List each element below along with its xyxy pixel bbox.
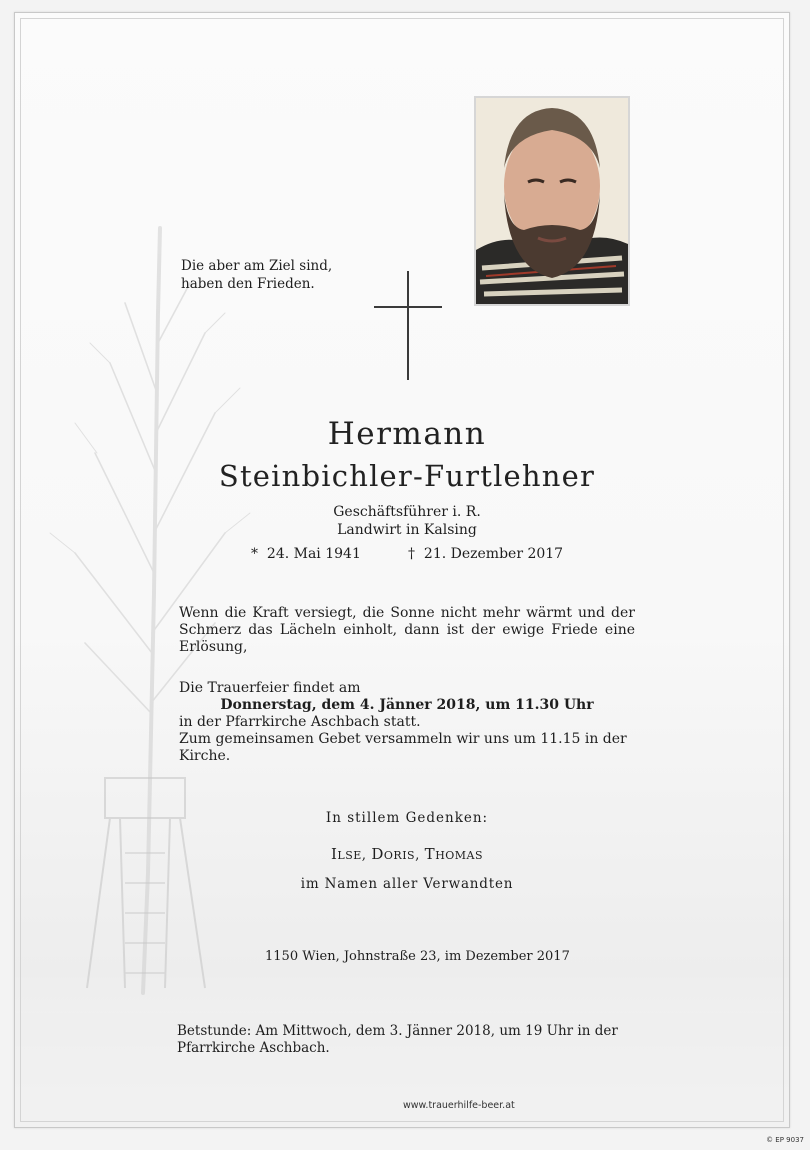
mourning-tail: im Namen aller Verwandten: [300, 876, 514, 892]
birth-symbol: *: [251, 546, 258, 562]
title-line-1: Geschäftsführer i. R.: [333, 504, 481, 520]
birth-date: 24. Mai 1941: [266, 546, 361, 562]
portrait-photo: [474, 96, 630, 306]
funeral-prayer: Zum gemeinsamen Gebet versammeln wir uns um 11.15 in der Kirche.: [179, 731, 627, 764]
mourner-1-rest: LSE: [337, 849, 362, 862]
cross-icon: [407, 271, 409, 380]
quote-line-1: Die aber am Ziel sind,: [181, 258, 333, 274]
funeral-intro: Die Trauerfeier findet am: [179, 680, 361, 696]
place-date: 1150 Wien, Johnstraße 23, im Dezember 2017: [265, 949, 570, 964]
birth-date-line: [251, 546, 361, 562]
quote: [181, 257, 332, 293]
cross-icon-bar: [374, 306, 442, 308]
print-code: © EP 9037: [766, 1136, 804, 1144]
death-date: 21. Dezember 2017: [423, 546, 564, 562]
deceased-titles: [15, 503, 790, 539]
death-symbol: †: [408, 546, 415, 562]
deceased-last-name: Steinbichler-Furtlehner: [218, 459, 596, 493]
mourner-3-initial: T: [424, 845, 436, 863]
website-link[interactable]: www.trauerhilfe-beer.at: [403, 1100, 515, 1111]
mourner-2-initial: D: [371, 845, 384, 863]
funeral-datetime: Donnerstag, dem 4. Jänner 2018, um 11.30 Uhr: [220, 697, 594, 713]
funeral-place: in der Pfarrkirche Aschbach statt.: [179, 714, 421, 730]
portrait-illustration: [476, 98, 628, 304]
mourner-2-rest: ORIS: [383, 849, 416, 862]
parte-sheet: [14, 12, 790, 1128]
mourner-3-rest: HOMAS: [435, 849, 484, 862]
mourner-names: ILSE, DORIS, THOMAS: [330, 845, 484, 863]
deceased-first-name: Hermann: [327, 416, 487, 452]
prayer-note: Betstunde: Am Mittwoch, dem 3. Jänner 2018, um 19 Uhr in der Pfarrkirche Aschbach.: [177, 1023, 618, 1056]
funeral-announcement: [179, 680, 635, 765]
mourner-1-initial: I: [330, 845, 338, 863]
mourning-lead: In stillem Gedenken:: [325, 810, 489, 826]
death-date-line: [408, 546, 563, 562]
title-line-2: Landwirt in Kalsing: [337, 522, 477, 538]
quote-line-2: haben den Frieden.: [181, 276, 315, 292]
consolation-paragraph: Wenn die Kraft versiegt, die Sonne nicht mehr wärmt und der Schmerz das Lächeln einholt, dann ist der ewige Friede eine Erlösung,: [179, 605, 635, 655]
